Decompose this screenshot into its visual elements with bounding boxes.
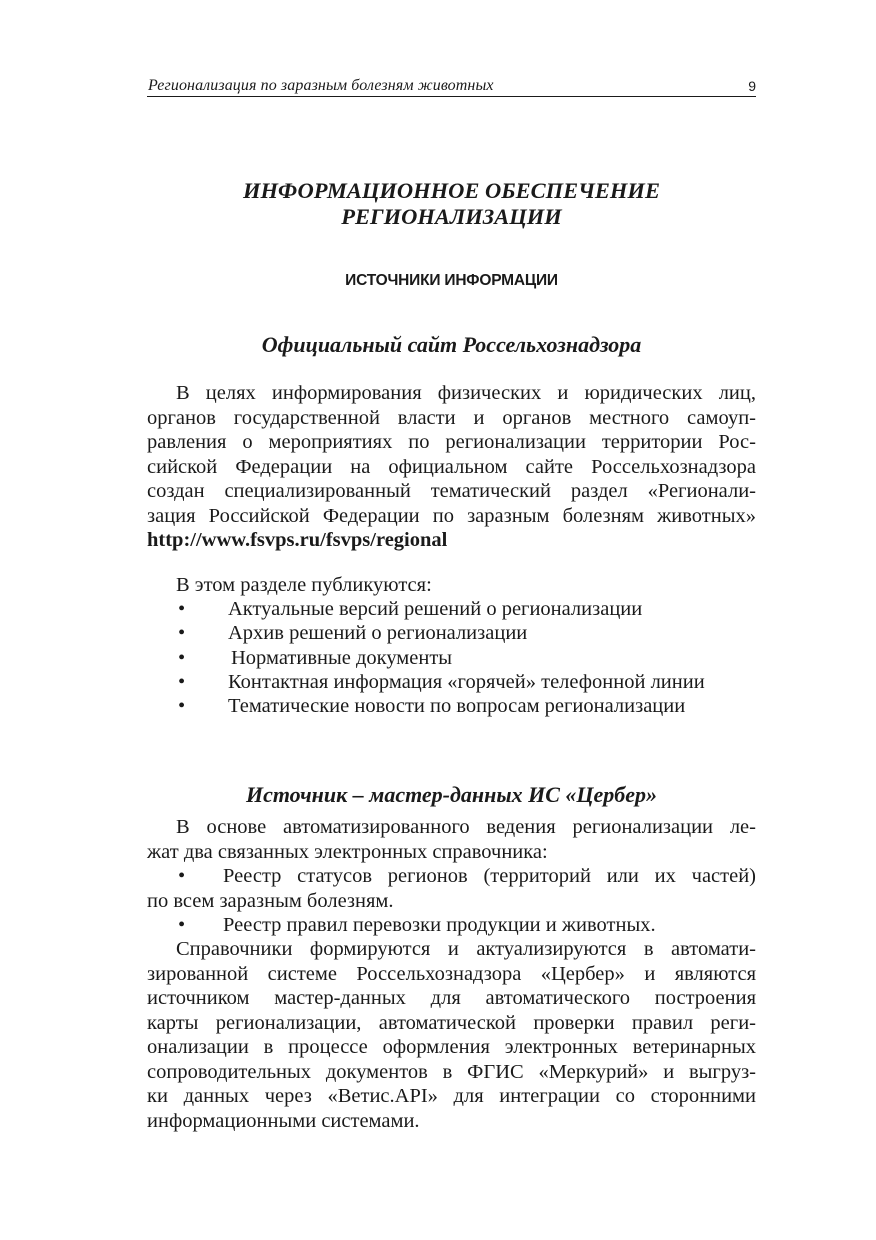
- paragraph-line: органов государственной власти и органов местного самоуп-: [147, 406, 756, 429]
- list-item: [147, 621, 756, 645]
- paragraph-line: сийской Федерации на официальном сайте Россельхознадзора: [147, 455, 756, 478]
- list-item: [147, 597, 756, 621]
- bullet-icon: •: [178, 646, 186, 669]
- paragraph-line: В целях информирования физических и юридических лиц,: [176, 382, 756, 404]
- paragraph-line: зация Российской Федерации по заразным болезням животных»: [147, 504, 756, 527]
- paragraph-line: В основе автоматизированного ведения регионализации ле-: [176, 816, 756, 838]
- running-header: [147, 76, 756, 97]
- paragraph-line: сопроводительных документов в ФГИС «Меркурий» и выгруз-: [147, 1060, 756, 1083]
- list-item: [147, 670, 756, 694]
- list-item-text: Реестр статусов регионов (территорий или их частей): [223, 865, 756, 887]
- paragraph-line: жат два связанных электронных справочника:: [147, 840, 548, 863]
- list-item: [147, 864, 756, 913]
- paragraph-line: ки данных через «Ветис.API» для интеграции со сторонними: [147, 1085, 756, 1107]
- chapter-title-line-1: ИНФОРМАЦИОННОЕ ОБЕСПЕЧЕНИЕ: [243, 178, 660, 203]
- published-items-list: [147, 597, 756, 718]
- regional-url-link[interactable]: http://www.fsvps.ru/fsvps/regional: [147, 529, 448, 551]
- list-item-text: Архив решений о регионализации: [228, 622, 528, 645]
- list-item: [147, 913, 756, 938]
- list-intro: [147, 573, 756, 598]
- paragraph-line: информационными системами.: [147, 1109, 420, 1132]
- document-page: [147, 0, 756, 1240]
- bullet-icon: •: [178, 865, 186, 887]
- bullet-icon: •: [178, 695, 186, 718]
- running-title: Регионализация по заразным болезням животных: [148, 77, 494, 94]
- list-item-text: Нормативные документы: [231, 646, 453, 669]
- list-item-text: Актуальные версий решений о регионализации: [228, 598, 643, 620]
- list-intro-text: В этом разделе публикуются:: [176, 574, 432, 596]
- subsection-heading-official-site: Официальный сайт Россельхознадзора: [261, 332, 642, 357]
- list-item: [147, 646, 756, 670]
- paragraph-line: карты регионализации, автоматической проверки правил реги-: [147, 1011, 756, 1034]
- chapter-title-line-2: РЕГИОНАЛИЗАЦИИ: [341, 204, 562, 229]
- list-item-text: Контактная информация «горячей» телефонной линии: [228, 670, 705, 693]
- paragraph-cerber-intro: [147, 815, 756, 864]
- bullet-icon: •: [178, 670, 186, 693]
- paragraph-line: равления о мероприятиях по регионализации территории Рос-: [147, 431, 756, 453]
- list-item-text-continued: по всем заразным болезням.: [147, 889, 394, 912]
- chapter-title: [147, 178, 756, 230]
- registries-list: [147, 864, 756, 938]
- list-item-text: Тематические новости по вопросам регионализации: [228, 695, 686, 718]
- bullet-icon: •: [178, 598, 186, 620]
- bullet-icon: •: [178, 914, 186, 936]
- bullet-icon: •: [178, 622, 186, 645]
- section-heading: ИСТОЧНИКИ ИНФОРМАЦИИ: [345, 272, 558, 289]
- paragraph-line: зированной системе Россельхознадзора «Цербер» и являются: [147, 962, 756, 985]
- paragraph-line: Справочники формируются и актуализируются в автомати-: [176, 938, 756, 960]
- list-item: [147, 694, 756, 718]
- list-item-text: Реестр правил перевозки продукции и животных.: [223, 914, 656, 936]
- paragraph-cerber-details: [147, 937, 756, 1133]
- subsection-heading-cerber: Источник – мастер-данных ИС «Цербер»: [245, 782, 658, 807]
- paragraph-line: онализации в процессе оформления электронных ветеринарных: [147, 1036, 756, 1058]
- paragraph-line: создан специализированный тематический раздел «Регионали-: [147, 480, 756, 502]
- paragraph-official-site: [147, 381, 756, 553]
- page-number: 9: [748, 78, 756, 94]
- paragraph-line: источником мастер-данных для автоматического построения: [147, 987, 756, 1009]
